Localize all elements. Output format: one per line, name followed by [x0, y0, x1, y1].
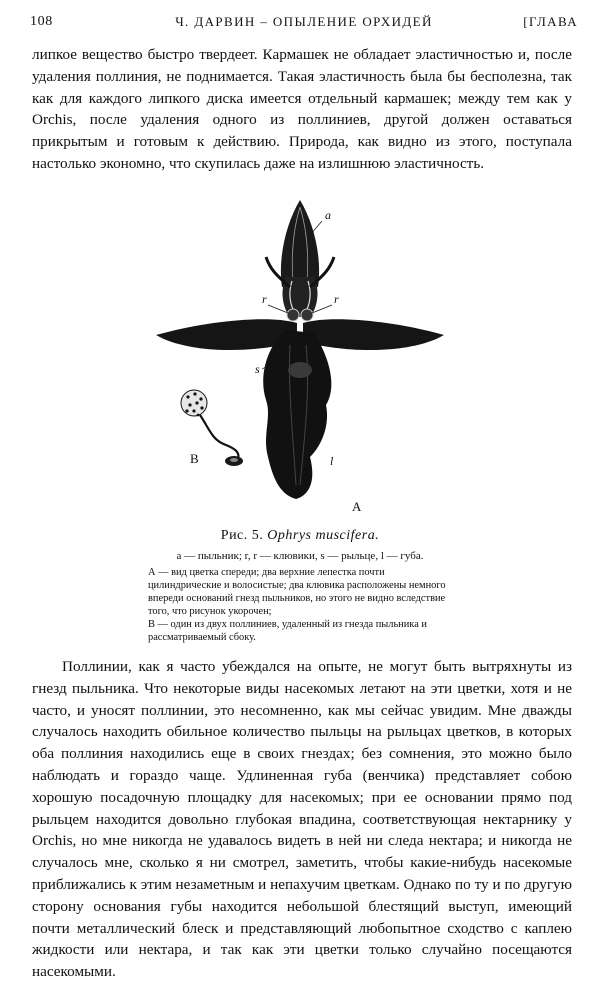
labellum: [263, 330, 331, 499]
dorsal-sepal: [281, 200, 319, 287]
figure-caption-title: [0, 528, 600, 544]
note-b: В — один из двух поллиниев, удаленный из гнезда пыльника и рассматриваемый сбоку.: [148, 619, 427, 643]
label-s: s: [255, 362, 260, 376]
caption-species: Ophrys muscifera.: [267, 528, 380, 543]
caption-prefix: Рис. 5.: [220, 528, 264, 543]
paragraph-bottom: Поллинии, как я часто убеждался на опыте, не могут быть вытряхнуты из гнезд пыльника. Что некоторые виды насекомых летают на эти цветки, хотя и не часто, и уносят поллинии, это несомненно, как мы сейчас увидим. Мне дважды случалось находить обильное количество пыльцы на рыльцах цветков, в которых оба поллиния находились еще в своих гнездах; без сомнения, это можно было наблюдать и гораздо чаще. Удлиненная губа (венчика) представляет собою хорошую посадочную площадку для насекомых; при ее основании прямо под рыльцем находится довольно глубокая впадина, соответствующая нектарнику у Orchis, но мне никогда не удавалось видеть в ней ни следа нектара; и никогда не случалось мне, сколько я ни смотрел, заметить, чтобы какие-нибудь насекомые приближались к этим незаметным и непахучим цветкам. Однако по ту и по другую сторону основания губы находится небольшой блестящий выступ, имеющий почти металлический блеск и представляющий любопытное сходство с каплею жидкости или нектара, и так как эти цветки только случайно посещаются насекомыми.: [32, 658, 572, 981]
label-A: A: [352, 499, 362, 514]
label-r-left: r: [262, 292, 267, 306]
figure-notes: [148, 566, 458, 644]
column: [283, 277, 318, 317]
label-B: B: [190, 451, 199, 466]
label-l: l: [330, 454, 334, 468]
right-sepal: [303, 319, 444, 350]
orchid-figure: [150, 195, 450, 525]
rostellum-right: [301, 309, 313, 321]
running-title: Ч. ДАРВИН – ОПЫЛЕНИЕ ОРХИДЕЙ: [175, 14, 433, 29]
figure-legend: a — пыльник; r, r — клювики, s — рыльце, l — губа.: [176, 550, 424, 562]
label-a: a: [325, 208, 331, 222]
label-r-right: r: [334, 292, 339, 306]
paragraph-top: липкое вещество быстро твердеет. Кармашек не обладает эластичностью и, после удаления поллиния, не поднимается. Такая эластичность была бы бесполезна, так как для каждого липкого диска имеется отдельный кармашек; между тем как у Orchis, после удаления одного из поллиниев, другой должен оставаться прикрытым и готовым к действию. Природа, как видно из этого, поступала настолько экономно, что скупилась даже на излишнюю эластичность.: [32, 46, 572, 172]
chapter-label: [ГЛАВА: [523, 14, 578, 29]
rostellum-left: [287, 309, 299, 321]
ophrys-illustration: [150, 195, 450, 525]
page-number: 108: [30, 14, 53, 29]
running-header: [30, 14, 578, 36]
note-a: А — вид цветка спереди; два верхние лепестка почти цилиндрические и волосистые; два клювика расположены немного впереди оснований гнезд пыльников, но этого не видно вследствие того, что рисунок укорочен;: [148, 567, 446, 617]
